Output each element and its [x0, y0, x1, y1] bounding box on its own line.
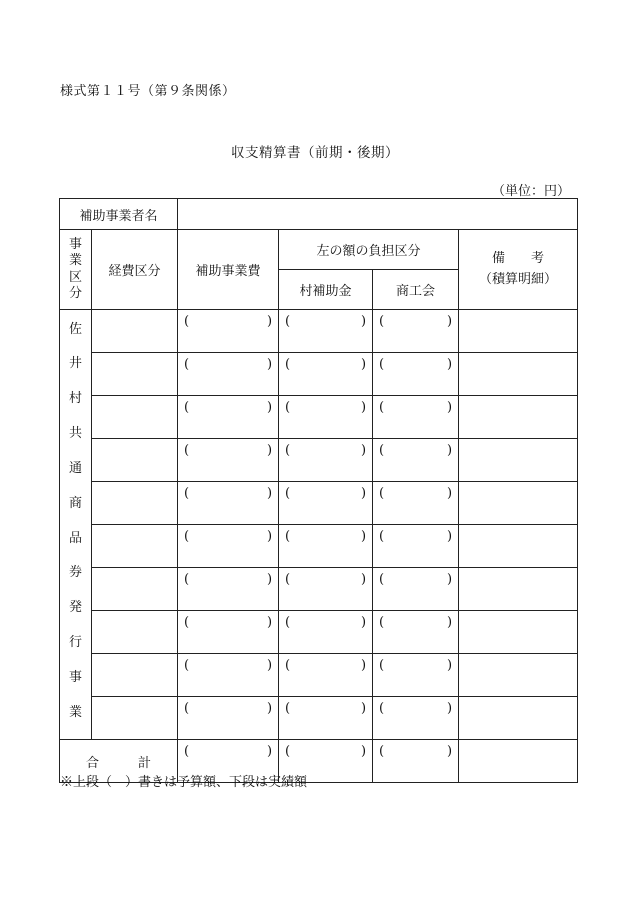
table-row [60, 525, 578, 568]
settlement-table [59, 198, 578, 783]
category-label-char: 事 [68, 237, 82, 252]
subsidy-cost-cell: ( ) [178, 310, 279, 353]
remarks-cell [459, 396, 578, 439]
remarks-cell [459, 310, 578, 353]
applicant-label: 補助事業者名 [60, 199, 178, 230]
table-row [60, 439, 578, 482]
remarks-header [459, 230, 578, 310]
expense-category-cell [92, 396, 178, 439]
project-name-char: 佐 [68, 321, 82, 337]
subsidy-cost-cell: ( ) [178, 396, 279, 439]
chamber-cell: ( ) [373, 568, 459, 611]
subsidy-cost-cell: ( ) [178, 525, 279, 568]
total-subsidy-cost-cell: ( ) [178, 740, 279, 783]
total-remarks-cell [459, 740, 578, 783]
category-label [60, 230, 92, 310]
expense-category-cell [92, 568, 178, 611]
page-title: 収支精算書（前期・後期） [231, 145, 399, 161]
subsidy-cost-cell: ( ) [178, 482, 279, 525]
village-subsidy-cell: ( ) [279, 697, 373, 740]
table-row [60, 568, 578, 611]
chamber-cell: ( ) [373, 439, 459, 482]
project-name-char: 品 [68, 530, 82, 546]
chamber-cell: ( ) [373, 310, 459, 353]
expense-category-cell [92, 482, 178, 525]
village-subsidy-cell: ( ) [279, 525, 373, 568]
subsidy-cost-header: 補助事業費 [178, 230, 279, 310]
village-subsidy-cell: ( ) [279, 396, 373, 439]
burden-group-header: 左の額の負担区分 [279, 230, 459, 270]
expense-category-cell [92, 697, 178, 740]
footnote: ※上段（ ）書きは予算額、下段は実績額 [60, 775, 308, 790]
village-subsidy-cell: ( ) [279, 310, 373, 353]
chamber-cell: ( ) [373, 353, 459, 396]
remarks-cell [459, 654, 578, 697]
remarks-cell [459, 439, 578, 482]
table-row [60, 611, 578, 654]
unit-note: （単位：円） [491, 184, 570, 199]
table-row [60, 396, 578, 439]
table-row [60, 482, 578, 525]
chamber-cell: ( ) [373, 525, 459, 568]
total-label: 合 計 [60, 740, 178, 783]
project-name-char: 井 [68, 356, 82, 372]
project-name-char: 商 [68, 495, 82, 511]
chamber-header: 商工会 [373, 270, 459, 310]
remarks-title: 備 考 [492, 250, 545, 266]
total-chamber-cell: ( ) [373, 740, 459, 783]
chamber-cell: ( ) [373, 396, 459, 439]
subsidy-cost-cell: ( ) [178, 568, 279, 611]
category-label-char: 業 [68, 253, 82, 269]
project-name-char: 村 [68, 391, 82, 407]
table-row [60, 353, 578, 396]
remarks-cell [459, 568, 578, 611]
expense-category-header: 経費区分 [92, 230, 178, 310]
table-row [60, 654, 578, 697]
project-name-char: 行 [68, 635, 82, 651]
table-row [60, 697, 578, 740]
category-label-char: 区 [68, 269, 82, 285]
chamber-cell: ( ) [373, 697, 459, 740]
project-name-char: 事 [68, 669, 82, 685]
project-name-cell [60, 310, 92, 740]
expense-category-cell [92, 310, 178, 353]
project-name-char: 共 [68, 426, 82, 442]
project-name-char: 発 [68, 600, 82, 616]
village-subsidy-cell: ( ) [279, 439, 373, 482]
project-name-char: 通 [68, 460, 82, 476]
village-subsidy-header: 村補助金 [279, 270, 373, 310]
applicant-value [178, 199, 578, 230]
chamber-cell: ( ) [373, 482, 459, 525]
remarks-subtitle: （積算明細） [479, 271, 558, 287]
remarks-cell [459, 697, 578, 740]
chamber-cell: ( ) [373, 611, 459, 654]
village-subsidy-cell: ( ) [279, 568, 373, 611]
subsidy-cost-cell: ( ) [178, 697, 279, 740]
expense-category-cell [92, 611, 178, 654]
form-number: 様式第１１号（第９条関係） [60, 84, 236, 99]
category-label-char: 分 [68, 285, 82, 301]
village-subsidy-cell: ( ) [279, 482, 373, 525]
village-subsidy-cell: ( ) [279, 654, 373, 697]
expense-category-cell [92, 439, 178, 482]
village-subsidy-cell: ( ) [279, 611, 373, 654]
remarks-cell [459, 611, 578, 654]
subsidy-cost-cell: ( ) [178, 439, 279, 482]
subsidy-cost-cell: ( ) [178, 611, 279, 654]
remarks-cell [459, 353, 578, 396]
chamber-cell: ( ) [373, 654, 459, 697]
expense-category-cell [92, 654, 178, 697]
total-village-subsidy-cell: ( ) [279, 740, 373, 783]
project-name-char: 業 [68, 704, 82, 720]
expense-category-cell [92, 353, 178, 396]
village-subsidy-cell: ( ) [279, 353, 373, 396]
project-name-char: 券 [68, 565, 82, 581]
remarks-cell [459, 482, 578, 525]
subsidy-cost-cell: ( ) [178, 654, 279, 697]
remarks-cell [459, 525, 578, 568]
subsidy-cost-cell: ( ) [178, 353, 279, 396]
expense-category-cell [92, 525, 178, 568]
table-row [60, 310, 578, 353]
